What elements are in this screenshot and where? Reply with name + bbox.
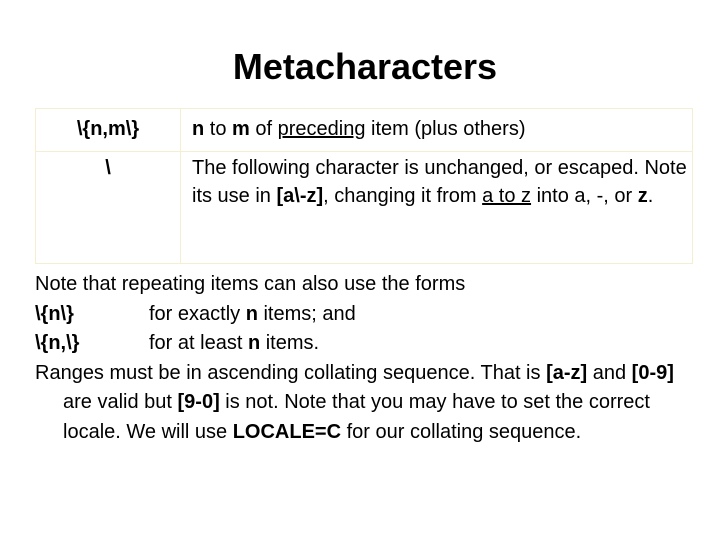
- metachar-description: [192, 154, 687, 210]
- ranges-bold: [a-z]: [546, 361, 588, 384]
- form-code: \{n\}: [35, 302, 74, 325]
- desc-text: .: [647, 185, 654, 207]
- form-line: [35, 300, 695, 330]
- form-line: [35, 329, 695, 359]
- form-description: [149, 329, 319, 359]
- desc-text: into a, -, or: [531, 185, 638, 207]
- table-row: [36, 152, 692, 263]
- metachar-symbol: [36, 115, 180, 143]
- ranges-text: Ranges must be in ascending collating sequence. That is: [35, 361, 547, 384]
- form-description: [149, 300, 356, 330]
- form-text: for at least: [149, 332, 248, 354]
- desc-text: , changing it from: [323, 185, 483, 207]
- form-n: n: [245, 302, 258, 325]
- symbol-text: \: [105, 157, 111, 179]
- metachar-symbol: [36, 154, 180, 182]
- ranges-bold: [0-9]: [631, 361, 674, 384]
- ranges-bold: [9-0]: [177, 391, 220, 413]
- ranges-text: is not. Note that you may have to set the correct locale. We will use: [63, 391, 650, 443]
- symbol-text: \{n,m\}: [76, 118, 140, 140]
- ranges-paragraph: [35, 359, 695, 448]
- page-title: Metacharacters: [232, 46, 498, 87]
- metacharacter-table: [35, 108, 693, 264]
- ranges-text: for our collating sequence.: [341, 420, 582, 443]
- desc-text: The following character is unchanged, or escaped. Note its use in: [192, 157, 687, 207]
- form-text: for exactly: [149, 302, 246, 325]
- desc-m: m: [232, 118, 250, 140]
- ranges-bold: LOCALE=C: [232, 420, 342, 443]
- metachar-description: [192, 115, 687, 143]
- desc-text: to: [204, 118, 233, 140]
- form-code: \{n,\}: [35, 332, 80, 354]
- desc-z: z: [637, 185, 648, 207]
- desc-n: n: [192, 118, 205, 140]
- desc-range: [a\-z]: [276, 185, 324, 207]
- form-text: items.: [260, 332, 320, 354]
- desc-underlined: a to z: [482, 185, 532, 207]
- form-text: items; and: [257, 302, 356, 325]
- ranges-text: are valid but: [63, 391, 178, 413]
- form-n: n: [247, 332, 261, 354]
- table-row: [36, 109, 692, 152]
- ranges-text: and: [587, 361, 632, 384]
- body-text: [35, 270, 695, 447]
- desc-text: item (plus others): [365, 118, 526, 140]
- desc-underlined: preceding: [277, 118, 366, 140]
- desc-text: of: [249, 118, 278, 140]
- intro-paragraph: Note that repeating items can also use the forms: [35, 273, 466, 295]
